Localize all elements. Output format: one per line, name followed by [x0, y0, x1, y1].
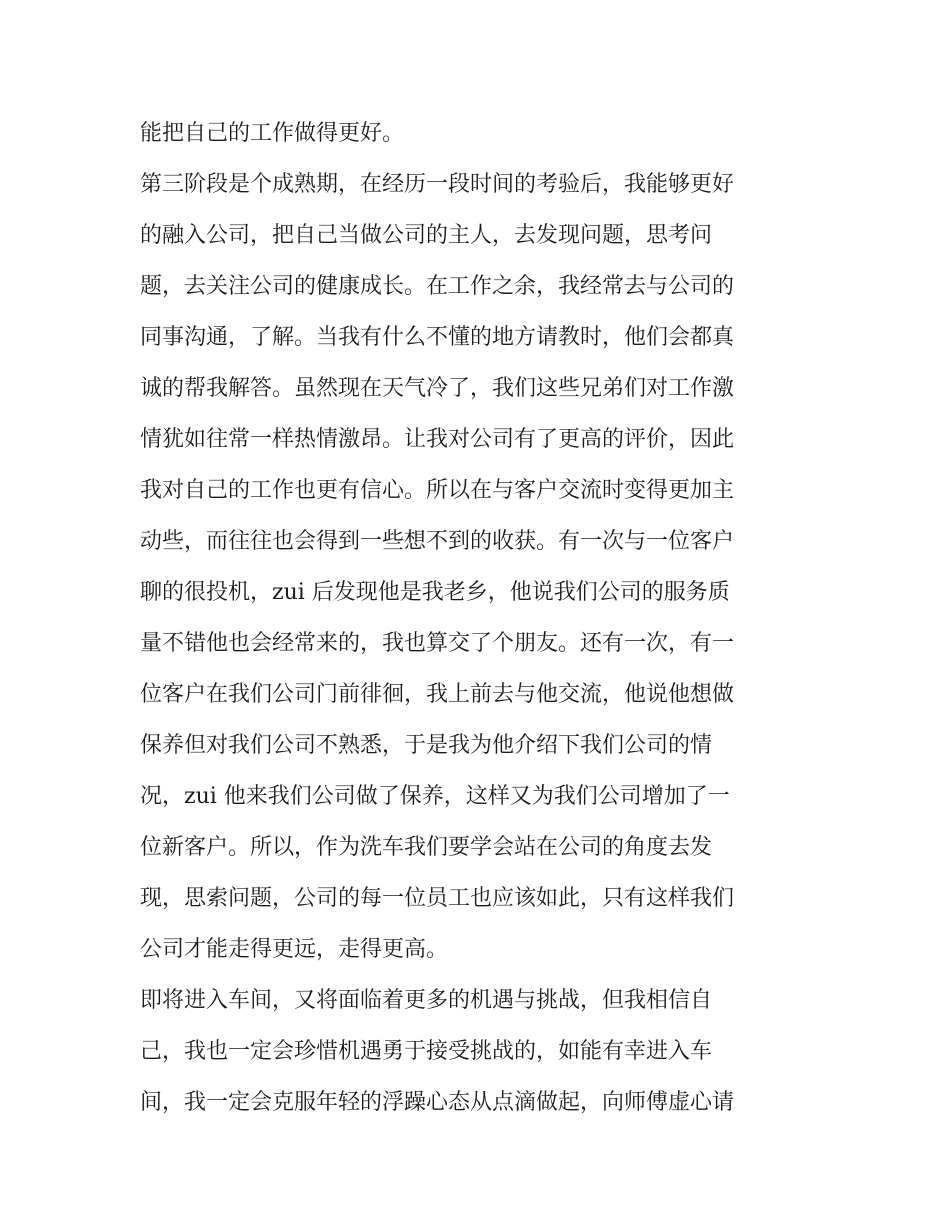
text-line: 同事沟通，了解。当我有什么不懂的地方请教时，他们会都真: [140, 325, 735, 350]
text-line: 现，思索问题，公司的每一位员工也应该如此，只有这样我们: [140, 886, 735, 911]
text-line: 情犹如往常一样热情激昂。让我对公司有了更高的评价，因此: [140, 427, 735, 452]
text-line: 的融入公司，把自己当做公司的主人，去发现问题，思考问: [140, 223, 713, 248]
text-line: 诚的帮我解答。虽然现在天气冷了，我们这些兄弟们对工作激: [140, 376, 735, 401]
body-text: [140, 108, 820, 1128]
text-line: 即将进入车间，又将面临着更多的机遇与挑战，但我相信自: [140, 988, 713, 1013]
text-line: 我对自己的工作也更有信心。所以在与客户交流时变得更加主: [140, 478, 735, 503]
text-line: 量不错他也会经常来的，我也算交了个朋友。还有一次，有一: [140, 631, 735, 656]
text-line: 能把自己的工作做得更好。: [140, 121, 405, 146]
text-line: 保养但对我们公司不熟悉，于是我为他介绍下我们公司的情: [140, 733, 713, 758]
text-line: 间，我一定会克服年轻的浮躁心态从点滴做起，向师傅虚心请: [140, 1090, 735, 1115]
text-line: 位客户在我们公司门前徘徊，我上前去与他交流，他说他想做: [140, 682, 735, 707]
text-line: 己，我也一定会珍惜机遇勇于接受挑战的，如能有幸进入车: [140, 1039, 713, 1064]
text-line: 位新客户。所以，作为洗车我们要学会站在公司的角度去发: [140, 835, 713, 860]
text-line: 第三阶段是个成熟期，在经历一段时间的考验后，我能够更好: [140, 172, 735, 197]
text-line: 题，去关注公司的健康成长。在工作之余，我经常去与公司的: [140, 274, 735, 299]
text-line: 公司才能走得更远，走得更高。: [140, 937, 449, 962]
text-line: 动些，而往往也会得到一些想不到的收获。有一次与一位客户: [140, 529, 735, 554]
text-line: 聊的很投机，zui 后发现他是我老乡，他说我们公司的服务质: [140, 580, 730, 605]
text-line: 况，zui 他来我们公司做了保养，这样又为我们公司增加了一: [140, 784, 730, 809]
